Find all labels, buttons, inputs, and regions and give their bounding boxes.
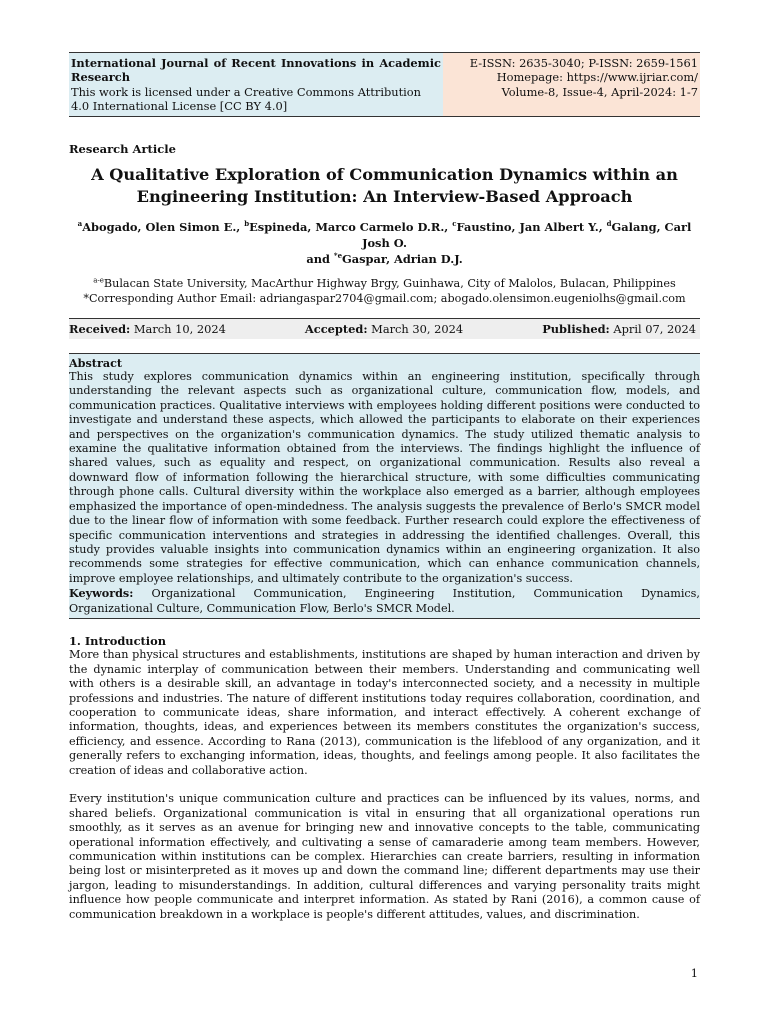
corresponding-author: *Corresponding Author Email: adriangaspar2704@gmail.com; abogado.olensimon.eugeniolhs@gmail.com [83,291,686,305]
author-name: Abogado, Olen Simon E., [82,219,245,234]
homepage-link[interactable]: Homepage: https://www.ijriar.com/ [496,70,698,85]
dates-bar [69,318,700,339]
author-name: Gaspar, Adrian D.J. [342,251,463,266]
accepted-date: Accepted: March 30, 2024 [304,321,464,336]
author-conjunction: and [306,251,334,266]
author-name: Galang, Carl Josh O. [362,219,692,250]
author-sup: b [244,218,250,228]
author-sup: c [452,218,457,228]
introduction-paragraph-1: More than physical structures and establishments, institutions are shaped by human interaction and driven by the dynamic interplay of communication between their members. Understanding and communicating well with others is a desirable skill, an advantage in today's interconnected society, and a necessity in multiple professions and industries. The nature of different institutions today requires collaboration, coordination, and cooperation to communicate ideas, share information, and interact effectively. A coherent exchange of information, thoughts, ideas, and experiences between its members constitutes the organization's success, efficiency, and essence. According to Rana (2013), communication is the lifeblood of any organization, and it generally refers to exchanging information, ideas, thoughts, and feelings among people. It also facilitates the creation of ideas and collaborative action. [69,648,700,777]
issn: E-ISSN: 2635-3040; P-ISSN: 2659-1561 [469,56,698,70]
paper-page [69,52,700,922]
paper-title: A Qualitative Exploration of Communication Dynamics within an Engineering Institution: An Interview-Based Approach [91,164,678,206]
author-sup: a [77,218,83,228]
header-left [69,53,443,116]
abstract-heading: Abstract [69,355,123,370]
volume-info: Volume-8, Issue-4, April-2024: 1-7 [501,84,698,99]
author-sup: *e [333,250,343,260]
received-date: Received: March 10, 2024 [69,321,226,336]
introduction-paragraph-2: Every institution's unique communication culture and practices can be influenced by its values, norms, and shared beliefs. Organizational communication is vital in ensuring that all organizational operations run smoothly, as it serves as an avenue for bringing new and innovative concepts to the table, communicating operational information effectively, and cultivating a sense of camaraderie among team members. However, communication within institutions can be complex. Hierarchies can create barriers, resulting in information being lost or misinterpreted as it moves up and down the command line; different departments may use their jargon, leading to misunderstandings. In addition, cultural differences and varying personality traits might influence how people communicate and interpret information. As stated by Rani (2016), a common cause of communication breakdown in a workplace is people's different attitudes, values, and discrimination. [69,792,700,921]
affiliation-sup: a-e [93,275,104,284]
introduction-heading: 1. Introduction [69,633,166,648]
author-name: Faustino, Jan Albert Y., [456,219,607,234]
abstract-box [69,353,700,619]
published-date: Published: April 07, 2024 [542,321,696,336]
keywords-text: Organizational Communication, Engineering Institution, Communication Dynamics, Organizational Culture, Communication Flow, Berlo's SMCR Model. [69,587,700,615]
author-sup: d [606,218,612,228]
article-type: Research Article [69,141,176,156]
affiliation [69,276,700,306]
keywords [69,586,700,616]
affiliation-text: Bulacan State University, MacArthur Highway Brgy, Guinhawa, City of Malolos, Bulacan, Philippines [103,276,676,290]
author-name: Espineda, Marco Carmelo D.R., [249,219,453,234]
journal-title: International Journal of Recent Innovations in Academic Research [71,56,441,85]
page-number: 1 [690,966,698,980]
journal-header [69,52,700,117]
license-text: This work is licensed under a Creative Commons Attribution 4.0 International License [CC BY 4.0] [71,84,422,114]
keywords-label: Keywords: [69,586,134,601]
abstract-text: This study explores communication dynamics within an engineering institution, specifically through understanding the relevant aspects such as organizational culture, communication flow, models, and communication practices. Qualitative interviews with employees holding different positions were conducted to investigate and understand these aspects, which allowed the participants to elaborate on their experiences and perspectives on the organization's communication dynamics. The study utilized thematic analysis to examine the qualitative information obtained from the interviews. The findings highlight the influence of shared values, such as equality and respect, on organizational communication. Results also reveal a downward flow of information following the hierarchical structure, with some difficulties communicating through phone calls. Cultural diversity within the workplace also emerged as a barrier, although employees emphasized the importance of open-mindedness. The analysis suggests the prevalence of Berlo's SMCR model due to the linear flow of information with some feedback. Further research could explore the effectiveness of specific communication interventions and strategies in addressing the identified challenges. Overall, this study provides valuable insights into communication dynamics within an engineering organization. It also recommends some strategies for effective communication, which can enhance communication channels, improve employee relationships, and ultimately contribute to the organization's success. [69,370,700,585]
header-right [443,53,700,116]
author-list [69,219,700,267]
